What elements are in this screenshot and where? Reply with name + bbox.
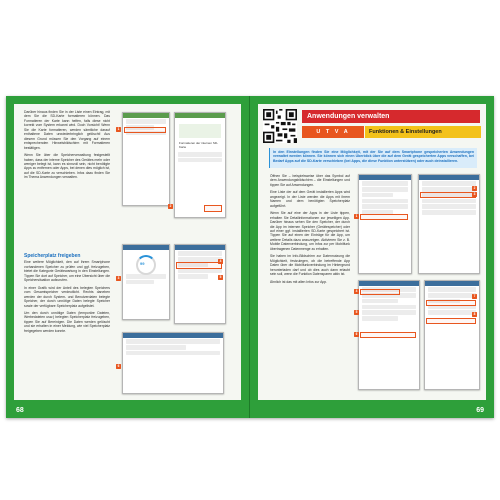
right-paragraph-1: Öffnen Sie – beispielsweise über das Symbol auf dem Anwendungsbildschirm – die Einstellungen und tippen Sie auf Anwendungen.: [270, 174, 350, 187]
storage-percent: 99: [140, 261, 145, 266]
right-text-column: [270, 174, 350, 287]
book-spread: [6, 96, 494, 418]
storage-donut: [136, 255, 156, 275]
phone-caption: Formatieren der internen SD-Karte: [179, 141, 219, 149]
callout-marker: 3: [473, 192, 476, 196]
callout-marker: 2: [473, 186, 476, 190]
right-paragraph-2: Eine Liste der auf dem Gerät installierten Apps wird angezeigt. In der Liste werden die Apps mit ihrem Namen und dem benötigten Speicherplatz aufgeführt.: [270, 190, 350, 208]
right-paragraph-3: Wenn Sie auf eine der Apps in der Liste tippen, erhalten Sie Detailinformationen zur jeweiligen App. Darüber hinaus sehen Sie den Speicher, der durch die App im internen Speicher (Gerätespeicher) oder auf einer ggf. installierten SD-Karte gespeichert ist. Tippen Sie auf einen der Einträge für die App, um weitere Details dazu anzuzeigen. Aktivieren Sie z. B. Mobile Datenverbindung, um Infos zur per Mobilfunk übertragenen Datenmenge zu erhalten.: [270, 211, 350, 251]
left-paragraph-2: Wenn Sie über die Speicherverwaltung festgestellt haben, dass der interne Speicher des Gerätes mehr oder weniger belegt ist, kann es sinnvoll sein, nicht benötigte Apps zu entfernen oder Apps, bei denen dies möglich ist, auf die SD-Karte zu verschieben. Infos dazu finden Sie im Thema Anwendungen verwalten.: [24, 153, 110, 180]
topic-banner: Anwendungen verwalten: [302, 110, 480, 123]
right-paragraph-5: Ähnlich ist das mit allen Infos zur App.: [270, 279, 328, 284]
category-tag-short: U T V A: [302, 126, 364, 138]
section-heading: Speicherplatz freigeben: [24, 253, 81, 259]
phone-screenshot-storage-chart: [122, 244, 170, 320]
phone-screenshot-clean-result: [122, 332, 224, 394]
intro-box: In den Einstellungen finden Sie eine Möglichkeit, mit der Sie auf dem Smartphone gespeicherten Anwendungen verwaltet werden können. Sie können sich einen Überblick über die auf dem Gerät gespeicherten Apps verschaffen, bei Bedarf Apps auf die SD-Karte verschieben (bei Apps, die diese Funktion unterstützen) oder auch deinstallieren.: [269, 148, 477, 168]
highlight-format-entry: [124, 127, 166, 133]
callout-marker: 1: [355, 214, 358, 218]
highlight-app-entry: [420, 192, 476, 198]
left-text-column-top: [24, 110, 110, 183]
left-paragraph-3: Eine weitere Möglichkeit, den auf Ihrem Smartphone vorhandenen Speicher zu prüfen und ggf. freizugeben, bietet die Kategorie Gerätewartung in den Einstellungen. Tippen Sie dort auf Speicher, um eine Übersicht über die Speichersituation aufzurufen.: [24, 260, 110, 283]
phone-screenshot-storage-details: [174, 244, 226, 324]
phone-screenshot-settings: [358, 174, 412, 274]
callout-marker: 6: [355, 332, 358, 336]
callout-marker: 2: [169, 204, 172, 208]
phone-screenshot-app-list: [418, 174, 480, 274]
left-text-column-bottom: [24, 251, 110, 336]
highlight-mobile-data: [360, 332, 416, 338]
highlight-clean-button: [176, 262, 222, 269]
callout-marker: 4: [355, 289, 358, 293]
callout-marker: 3: [117, 276, 120, 280]
callout-marker: 4: [219, 259, 222, 263]
right-page: [250, 96, 494, 418]
category-tag-long: Funktionen & Einstellungen: [365, 126, 481, 138]
right-page-content: [258, 104, 486, 400]
category-tags: [302, 126, 481, 138]
qr-code-icon: [263, 109, 297, 143]
phone-screenshot-format-dialog: [174, 112, 226, 218]
right-paragraph-4: Sie haben im Info-Bildschirm zur Datennutzung die Möglichkeit, festzulegen, ob die betreffende App Daten über die Mobilfunkverbindung im Hintergrund herunterladen darf und ob dies auch dann erlaubt sein soll, wenn die Funktion Datensparen aktiv ist.: [270, 254, 350, 277]
page-number-left: 68: [16, 407, 24, 414]
highlight-background-data: [426, 300, 476, 306]
page-number-right: 69: [476, 407, 484, 414]
left-paragraph-1: Darüber hinaus finden Sie in der Liste einen Eintrag, mit dem Sie die SD-Karte formatieren können. Das Formatieren der Karte kann helfen, falls diese nicht korrekt vom System erkannt wird. Doch Vorsicht! Wenn Sie die Karte formatieren, werden sämtliche darauf enthaltene Daten unwiederbringlich gelöscht! Aus diesem Grund müssen Sie den Vorgang auf einem entsprechenden Hinweisbildschirm mit Formatieren bestätigen.: [24, 110, 110, 150]
callout-marker: 5: [355, 310, 358, 314]
left-page: [6, 96, 250, 418]
callout-marker: 7: [473, 294, 476, 298]
highlight-format-button: [204, 205, 222, 212]
left-paragraph-4: In einer Grafik wird der Anteil des belegten Speichers vom Gesamtspeicher verdeutlicht. Rechts daneben werden der durch System- und Benutzerdaten belegte Speicher, der durch unnötige Daten belegte Speicher sowie der verfügbare Speicherplatz aufgelistet.: [24, 285, 110, 308]
left-paragraph-5: Um den durch unnötige Daten (temporäre Dateien, Werbedateien usw.) belegten Speicherplatz freizugeben, tippen Sie auf Bereinigen. Die Daten werden gelöscht und sie erhalten in einer Meldung, wie viel Speicherplatz freigegeben werden konnte.: [24, 310, 110, 333]
left-page-content: [14, 104, 241, 400]
callout-marker: 5: [219, 275, 222, 279]
callout-marker: 8: [473, 312, 476, 316]
callout-marker: 1: [117, 127, 120, 131]
highlight-data-saver: [426, 318, 476, 324]
highlight-app-title: [360, 289, 400, 295]
callout-marker: 6: [117, 364, 120, 368]
highlight-apps-entry: [360, 214, 408, 220]
